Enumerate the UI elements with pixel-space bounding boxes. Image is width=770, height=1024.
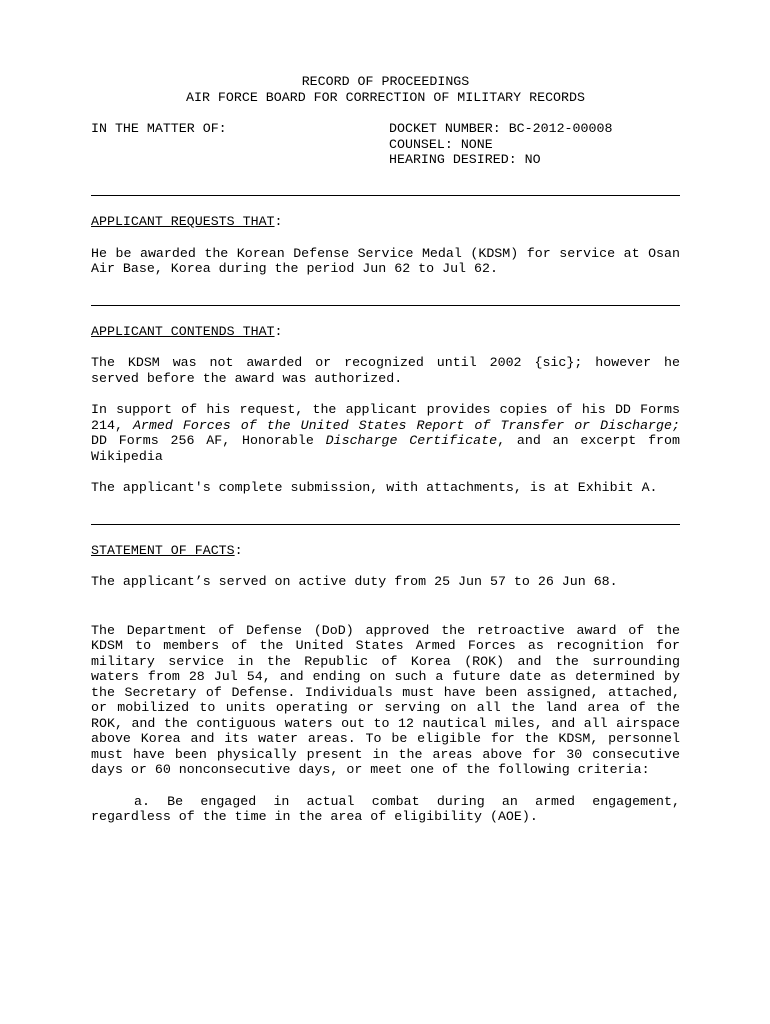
- contends-p2-part-e: , and an excerpt from Wikipedia: [91, 433, 680, 464]
- contends-p2-part-a: In support of his request, the applicant provides copies of his DD Forms 214,: [91, 402, 680, 433]
- docket-number: DOCKET NUMBER: BC-2012-00008: [389, 121, 613, 136]
- facts-paragraph-1: The applicant’s served on active duty from 25 Jun 57 to 26 Jun 68.: [91, 574, 618, 589]
- counsel: COUNSEL: NONE: [389, 136, 493, 152]
- contends-paragraph-1: The KDSM was not awarded or recognized until 2002 {sic}; however he served before the award was authorized.: [91, 355, 680, 386]
- contends-heading: APPLICANT CONTENDS THAT:: [91, 323, 283, 339]
- document-page: [91, 74, 680, 825]
- facts-heading-text: STATEMENT OF FACTS: [91, 542, 235, 558]
- contends-p2-part-c: DD Forms 256 AF, Honorable: [91, 433, 326, 448]
- document-title: RECORD OF PROCEEDINGS: [301, 74, 470, 89]
- hearing-desired: HEARING DESIRED: NO: [389, 152, 541, 167]
- requests-heading: APPLICANT REQUESTS THAT:: [91, 214, 283, 229]
- section-divider: [91, 195, 680, 196]
- form-title-dd214: Armed Forces of the United States Report of Transfer or Discharge;: [132, 417, 680, 433]
- case-info: [389, 121, 612, 168]
- matter-block: [91, 121, 680, 168]
- requests-text: He be awarded the Korean Defense Service Medal (KDSM) for service at Osan Air Base, Korea during the period Jun 62 to Jul 62.: [91, 245, 680, 276]
- contends-paragraph-2: [91, 402, 680, 464]
- contends-paragraph-3: The applicant's complete submission, with attachments, is at Exhibit A.: [91, 480, 658, 495]
- board-name: AIR FORCE BOARD FOR CORRECTION OF MILITARY RECORDS: [186, 89, 585, 105]
- section-divider: [91, 524, 680, 525]
- facts-paragraph-2: The Department of Defense (DoD) approved the retroactive award of the KDSM to members of the United States Armed Forces as recognition for military service in the Republic of Korea (ROK) and the surrounding waters from 28 Jul 54, and ending on such a future date as determined by the Secretary of Defense. Individuals must have been assigned, attached, or mobilized to units operating or serving on all the land area of the ROK, and the contiguous waters out to 12 nautical miles, and all airspace above Korea and its water areas. To be eligible for the KDSM, personnel must have been physically present in the areas above for 30 consecutive days or 60 nonconsecutive days, or meet one of the following criteria:: [91, 622, 680, 777]
- matter-label: IN THE MATTER OF:: [91, 121, 227, 136]
- facts-heading: STATEMENT OF FACTS:: [91, 542, 243, 558]
- section-divider: [91, 305, 680, 306]
- requests-heading-text: APPLICANT REQUESTS THAT: [91, 214, 275, 229]
- contends-heading-text: APPLICANT CONTENDS THAT: [91, 323, 275, 339]
- facts-criteria-a: a. Be engaged in actual combat during an armed engagement, regardless of the time in the area of eligibility (AOE).: [91, 793, 680, 824]
- form-title-discharge-certificate: Discharge Certificate: [325, 433, 498, 448]
